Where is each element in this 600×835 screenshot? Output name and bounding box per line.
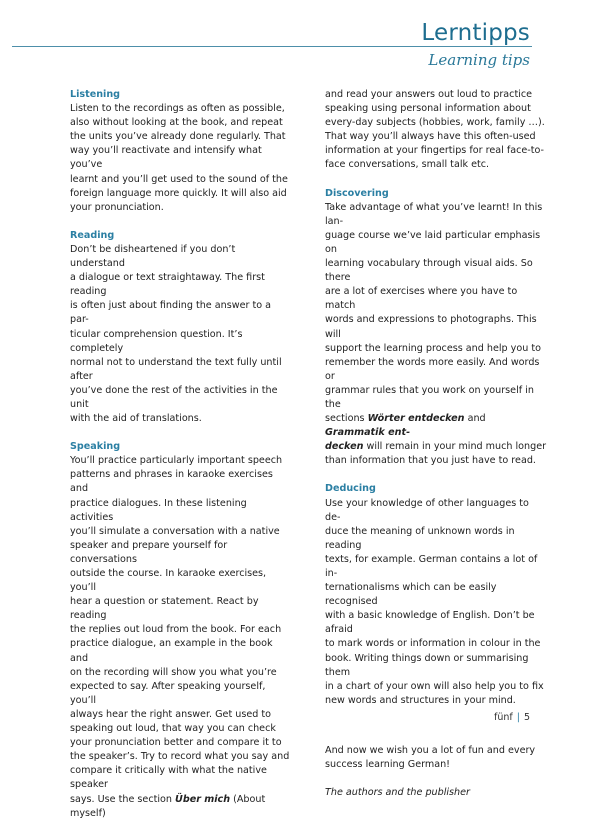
section-text-main: You’ll practice particularly important speech patterns and phrases in karaoke exercises and practice dialogues. In these listening activities you’ll simulate a conversation with a native speaker and prepare yourself for conversations outside the course. In karaoke exercises, you’ll hear a question or statement. React by reading the replies out loud from the book. For each practice dialogue, an example in the book and on the recording will show you what you’re expected to say. After speaking yourself, you’ll always hear the right answer. Get used to speaking out loud, that way you can check your pronunciation better and compare it to the speaker’s. Try to record what you say and compare it critically with what the native speaker says. Use the section — [70, 455, 290, 805]
section-emphasis-2: Grammatik ent- decken — [325, 427, 411, 453]
section-heading: Discovering — [325, 187, 389, 199]
section-emphasis: Über mich — [175, 793, 231, 805]
page-word: fünf — [494, 712, 513, 723]
section-heading: Speaking — [70, 441, 121, 453]
section-reading — [70, 229, 292, 426]
section-speaking — [70, 440, 292, 821]
section-text-a: Take advantage of what you’ve learnt! In this lan- guage course we’ve laid particular emphasis on learning vocabulary through visual aids. So there are a lot of exercises where you have to match words and expressions to photographs. This will support the learning process and help you to remember the words more easily. And words or grammar rules that you work on yourself in the sections — [325, 201, 543, 425]
section-emphasis-1: Wörter entdecken — [367, 413, 465, 425]
section-text — [70, 454, 292, 820]
left-column — [70, 88, 292, 835]
section-deducing — [325, 482, 547, 708]
section-text: Listen to the recordings as often as possible, also without looking at the book, and repeat the units you’ve already done regularly. That way you’ll reactivate and intensify what you’ve learnt and you’ll get used to the sound of the foreign language more quickly. It will also aid your pronunciation. — [70, 103, 288, 213]
signature: The authors and the publisher — [325, 787, 470, 799]
header-rule — [12, 46, 532, 47]
page-number: 5 — [523, 712, 530, 723]
section-text-tail: (About myself) — [70, 793, 266, 819]
section-text: and read your answers out loud to practice speaking using personal information about every-day subjects (hobbies, work, family …). That way you’ll always have this often-used information at your fingertips for real face-to- face conversations, small talk etc. — [325, 89, 545, 171]
section-continuation — [325, 88, 547, 173]
section-heading: Listening — [70, 89, 121, 100]
page-footer — [494, 712, 530, 723]
section-text: Use your knowledge of other languages to de- duce the meaning of unknown words in reading texts, for example. German contains a lot of in- ternationalisms which can be easily recognised with a basic knowledge of English. Don’t be afraid to mark words or information in colour in the book. Writing things down or summarising them in a chart of your own will also help you to fix new words and structures in your mind. — [325, 497, 544, 706]
section-heading: Reading — [70, 229, 115, 241]
section-text-b: will remain in your mind much longer than information that you just have to read. — [325, 441, 547, 467]
footer-separator: | — [516, 712, 520, 723]
page-subtitle: Learning tips — [428, 51, 530, 69]
page-header — [421, 20, 530, 46]
closing-text: And now we wish you a lot of fun and every success learning German! — [325, 744, 536, 771]
section-text-and: and — [464, 413, 486, 425]
right-column — [325, 88, 547, 800]
section-heading: Deducing — [325, 483, 376, 495]
section-listening — [70, 88, 292, 215]
section-text: Don’t be disheartened if you don’t understand a dialogue or text straightaway. The first reading is often just about finding the answer to a par- ticular comprehension question. It’s completely normal not to understand the text fully until after you’ve done the rest of the activities in the unit with the aid of translations. — [70, 243, 282, 425]
section-discovering — [325, 187, 547, 469]
section-text — [325, 201, 547, 469]
page-title: Lerntipps — [421, 20, 530, 46]
